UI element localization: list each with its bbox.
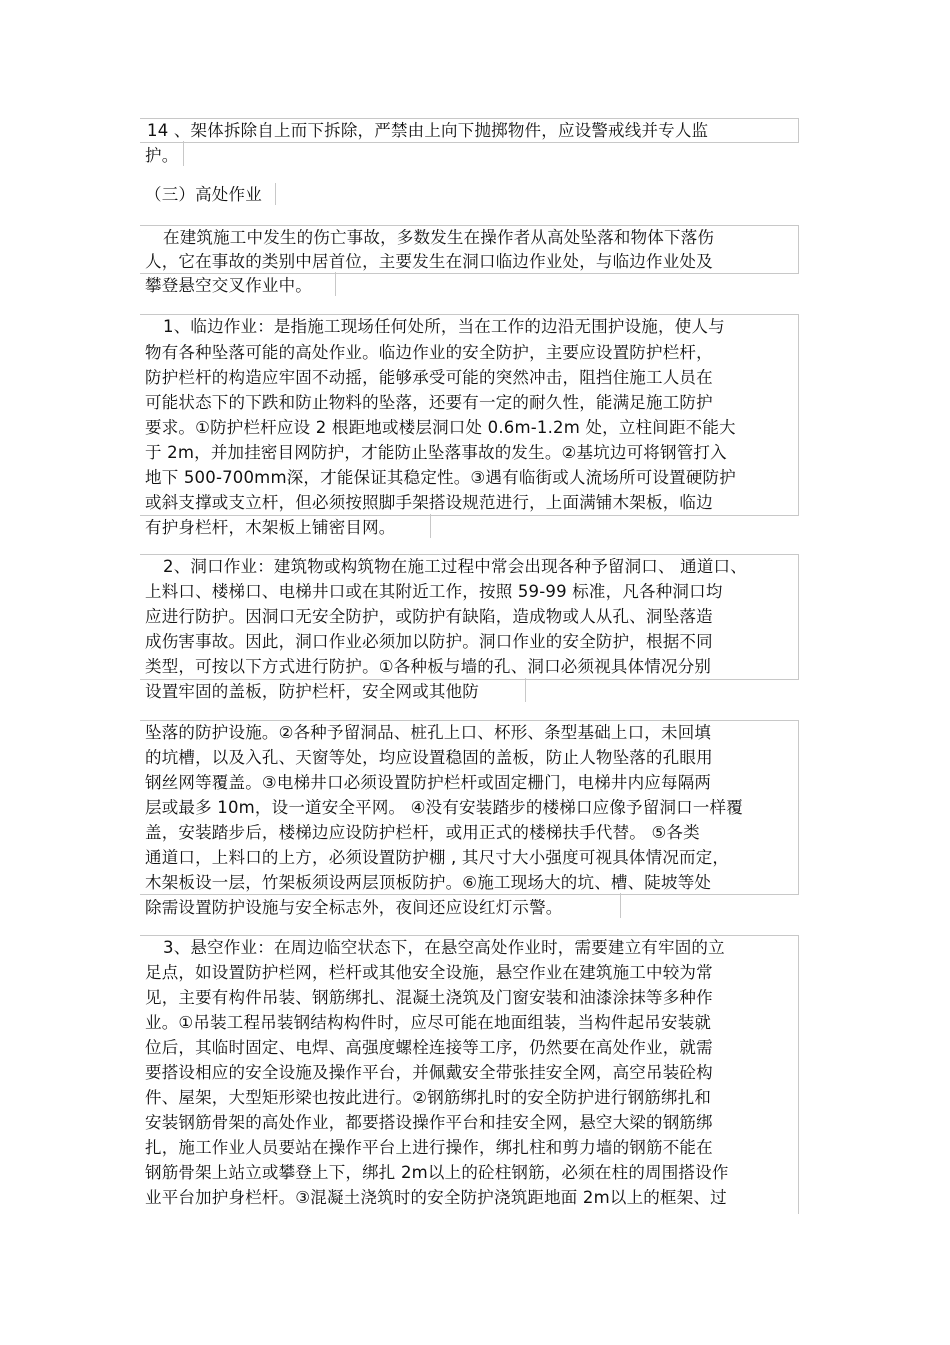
text-line: 类型，可按以下方式进行防护。①各种板与墙的孔、洞口必须视具体情况分别	[145, 657, 712, 676]
text-line: 要求。①防护栏杆应设 2 根距地或楼层洞口处 0.6m-1.2m 处，立柱间距不能大	[145, 418, 736, 437]
text-line: 3、悬空作业：在周边临空状态下，在悬空高处作业时，需要建立有牢固的立	[163, 938, 725, 957]
text-line: 有护身栏杆，木架板上铺密目网。	[145, 518, 396, 537]
text-line: 或斜支撑或支立杆，但必须按照脚手架搭设规范进行，上面满铺木架板，临边	[145, 493, 713, 512]
text-line: 要搭设相应的安全设施及操作平台，并佩戴安全带张挂安全网，高空吊装砼构	[145, 1063, 713, 1082]
text-line: 物有各种坠落可能的高处作业。临边作业的安全防护，主要应设置防护栏杆，	[145, 343, 713, 362]
section-title: （三）高处作业	[145, 185, 262, 204]
text-line: 扎，施工作业人员要站在操作平台上进行操作，绑扎柱和剪力墙的钢筋不能在	[145, 1138, 713, 1157]
text-line: 钢丝网等覆盖。③电梯井口必须设置防护栏杆或固定栅门，电梯井内应每隔两	[145, 773, 712, 792]
text-line: 设置牢固的盖板，防护栏杆，安全网或其他防	[145, 682, 479, 701]
text-line: 件、屋架，大型矩形梁也按此进行。②钢筋绑扎时的安全防护进行钢筋绑扎和	[145, 1088, 712, 1107]
text-line: 在建筑施工中发生的伤亡事故，多数发生在操作者从高处坠落和物体下落伤	[163, 228, 715, 247]
text-line: 的坑槽，以及入孔、天窗等处，均应设置稳固的盖板，防止人物坠落的孔眼用	[145, 748, 713, 767]
text-line: 可能状态下的下跌和防止物料的坠落，还要有一定的耐久性，能满足施工防护	[145, 393, 713, 412]
text-line: 应进行防护。因洞口无安全防护，或防护有缺陷，造成物或人从孔、洞坠落造	[145, 607, 713, 626]
text-line: 位后，其临时固定、电焊、高强度螺栓连接等工序，仍然要在高处作业，就需	[145, 1038, 713, 1057]
text-line: 见，主要有构件吊装、钢筋绑扎、混凝土浇筑及门窗安装和油漆涂抹等多种作	[145, 988, 713, 1007]
text-line: 足点，如设置防护栏网，栏杆或其他安全设施，悬空作业在建筑施工中较为常	[145, 963, 713, 982]
text-line: 于 2m，并加挂密目网防护，才能防止坠落事故的发生。②基坑边可将钢管打入	[145, 443, 727, 462]
text-line: 2、洞口作业：建筑物或构筑物在施工过程中常会出现各种予留洞口、 通道口、	[163, 557, 747, 576]
text-line: 木架板设一层，竹架板须设两层顶板防护。⑥施工现场大的坑、槽、陡坡等处	[145, 873, 712, 892]
text-line: 除需设置防护设施与安全标志外，夜间还应设红灯示警。	[145, 898, 563, 917]
text-line: 护。	[145, 146, 179, 165]
text-line: 防护栏杆的构造应牢固不动摇，能够承受可能的突然冲击，阻挡住施工人员在	[145, 368, 713, 387]
text-line: 安装钢筋骨架的高处作业，都要搭设操作平台和挂安全网，悬空大梁的钢筋绑	[145, 1113, 713, 1132]
text-line: 上料口、楼梯口、电梯井口或在其附近工作，按照 59-99 标准，凡各种洞口均	[145, 582, 723, 601]
text-line: 14 、架体拆除自上而下拆除，严禁由上向下抛掷物件，应设警戒线并专人监	[147, 121, 709, 140]
text-line: 人，它在事故的类别中居首位，主要发生在洞口临边作业处，与临边作业处及	[145, 252, 713, 271]
text-line: 坠落的防护设施。②各种予留洞品、桩孔上口、杯形、条型基础上口，未回填	[145, 723, 712, 742]
text-line: 地下 500-700mm深，才能保证其稳定性。③遇有临街或人流场所可设置硬防护	[145, 468, 736, 487]
text-line: 业。①吊装工程吊装钢结构构件时，应尽可能在地面组装，当构件起吊安装就	[145, 1013, 712, 1032]
text-line: 通道口，上料口的上方，必须设置防护棚 , 其尺寸大小强度可视具体情况而定，	[145, 848, 730, 867]
text-line: 1、临边作业：是指施工现场任何处所，当在工作的边沿无围护设施，使人与	[163, 317, 725, 336]
text-line: 攀登悬空交叉作业中。	[145, 276, 312, 295]
text-line: 盖，安装踏步后，楼梯边应设防护栏杆，或用正式的楼梯扶手代替。 ⑤各类	[145, 823, 700, 842]
text-line: 层或最多 10m，设一道安全平网。 ④没有安装踏步的楼梯口应像予留洞口一样覆	[145, 798, 743, 817]
text-line: 成伤害事故。因此，洞口作业必须加以防护。洞口作业的安全防护，根据不同	[145, 632, 713, 651]
text-line: 钢筋骨架上站立或攀登上下，绑扎 2m以上的砼柱钢筋，必须在柱的周围搭设作	[145, 1163, 729, 1182]
text-line: 业平台加护身栏杆。③混凝土浇筑时的安全防护浇筑距地面 2m以上的框架、过	[145, 1188, 727, 1207]
